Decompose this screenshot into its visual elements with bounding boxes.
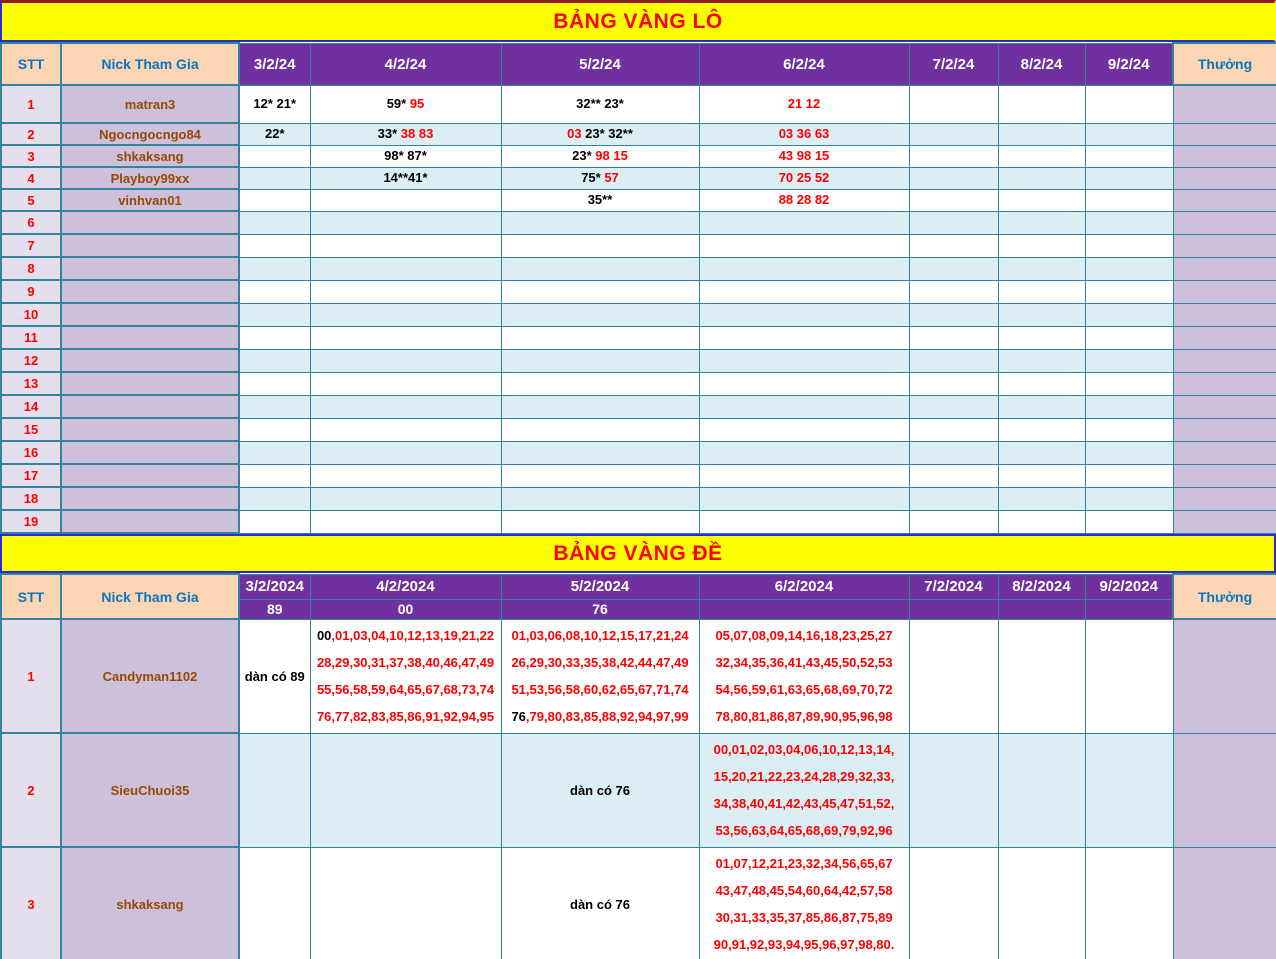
table-row (1, 418, 1276, 441)
cell-nick (61, 211, 239, 234)
cell-nick (61, 234, 239, 257)
cell-date (501, 303, 699, 326)
table2-title: BẢNG VÀNG ĐỀ (553, 541, 723, 565)
cell-date (239, 395, 310, 418)
cell-nick: Candyman1102 (61, 619, 239, 733)
cell-date (699, 418, 909, 441)
cell-date (998, 847, 1085, 959)
table2-title-bar (0, 534, 1276, 573)
cell-date (239, 257, 310, 280)
cell-stt: 7 (1, 234, 61, 257)
cell-date: 33* 38 83 (310, 123, 501, 145)
table-row (1, 303, 1276, 326)
cell-date (998, 123, 1085, 145)
cell-stt: 10 (1, 303, 61, 326)
cell-date (699, 395, 909, 418)
cell-date (239, 326, 310, 349)
cell-date: 01,03,06,08,10,12,15,17,21,24 26,29,30,33,35,38,42,44,47,49 51,53,56,58,60,62,65,67,71,74 76,79,80,83,85,88,92,94,97,99 (501, 619, 699, 733)
cell-date (998, 487, 1085, 510)
cell-date (998, 211, 1085, 234)
cell-date (1085, 372, 1173, 395)
cell-date (310, 487, 501, 510)
cell-date (909, 619, 998, 733)
cell-nick (61, 349, 239, 372)
cell-date (909, 280, 998, 303)
cell-date (310, 326, 501, 349)
cell-date (909, 441, 998, 464)
table-row (1, 441, 1276, 464)
cell-thuong (1173, 123, 1276, 145)
cell-stt: 2 (1, 733, 61, 847)
cell-date (699, 372, 909, 395)
table-row (1, 326, 1276, 349)
cell-date (501, 510, 699, 533)
cell-nick: shkaksang (61, 847, 239, 959)
cell-date (1085, 847, 1173, 959)
cell-date (310, 372, 501, 395)
column-header-date-5: 7/2/2024 (909, 574, 998, 599)
cell-nick (61, 326, 239, 349)
cell-date (699, 349, 909, 372)
cell-date (909, 395, 998, 418)
cell-date (501, 395, 699, 418)
cell-date: 03 23* 32** (501, 123, 699, 145)
cell-date (998, 257, 1085, 280)
cell-date: dàn có 76 (501, 847, 699, 959)
cell-date (699, 234, 909, 257)
cell-stt: 12 (1, 349, 61, 372)
cell-nick: matran3 (61, 85, 239, 123)
cell-stt: 6 (1, 211, 61, 234)
result-date-1: 89 (239, 599, 310, 619)
cell-date (909, 733, 998, 847)
table2-de (0, 573, 1276, 959)
cell-stt: 1 (1, 619, 61, 733)
table2-header-row (1, 574, 1276, 599)
cell-date (998, 167, 1085, 189)
cell-date (699, 326, 909, 349)
table1-title: BẢNG VÀNG LÔ (553, 9, 723, 33)
column-header-date-6: 8/2/24 (998, 43, 1085, 85)
cell-date (699, 280, 909, 303)
cell-date (909, 145, 998, 167)
cell-date (239, 211, 310, 234)
cell-date (501, 464, 699, 487)
cell-date (909, 167, 998, 189)
cell-thuong (1173, 234, 1276, 257)
cell-thuong (1173, 189, 1276, 211)
column-header-nick: Nick Tham Gia (61, 43, 239, 85)
column-header-thuong: Thưởng (1173, 574, 1276, 619)
cell-date (1085, 189, 1173, 211)
cell-date (909, 510, 998, 533)
cell-nick (61, 395, 239, 418)
cell-thuong (1173, 619, 1276, 733)
cell-date (239, 372, 310, 395)
cell-date (998, 441, 1085, 464)
cell-date (909, 487, 998, 510)
table-row (1, 733, 1276, 847)
cell-thuong (1173, 280, 1276, 303)
column-header-date-7: 9/2/2024 (1085, 574, 1173, 599)
cell-date (998, 349, 1085, 372)
table-row (1, 487, 1276, 510)
cell-date (1085, 464, 1173, 487)
column-header-date-2: 4/2/2024 (310, 574, 501, 599)
table-row (1, 510, 1276, 533)
cell-date (239, 418, 310, 441)
cell-stt: 4 (1, 167, 61, 189)
table-row (1, 372, 1276, 395)
result-date-3: 76 (501, 599, 699, 619)
cell-date (998, 372, 1085, 395)
cell-stt: 15 (1, 418, 61, 441)
column-header-date-4: 6/2/2024 (699, 574, 909, 599)
cell-nick (61, 487, 239, 510)
cell-date: 14**41* (310, 167, 501, 189)
cell-date (239, 733, 310, 847)
cell-date (909, 234, 998, 257)
cell-date: 43 98 15 (699, 145, 909, 167)
cell-date (909, 464, 998, 487)
result-date-4 (699, 599, 909, 619)
cell-date (998, 464, 1085, 487)
cell-date (998, 145, 1085, 167)
cell-date (909, 189, 998, 211)
cell-date (239, 464, 310, 487)
cell-thuong (1173, 349, 1276, 372)
cell-thuong (1173, 167, 1276, 189)
cell-thuong (1173, 85, 1276, 123)
cell-date: 12* 21* (239, 85, 310, 123)
cell-stt: 8 (1, 257, 61, 280)
column-header-date-1: 3/2/2024 (239, 574, 310, 599)
cell-date (909, 326, 998, 349)
table-row (1, 189, 1276, 211)
cell-date (909, 85, 998, 123)
cell-date (909, 123, 998, 145)
table-row (1, 123, 1276, 145)
cell-thuong (1173, 303, 1276, 326)
cell-date (1085, 395, 1173, 418)
cell-date (909, 303, 998, 326)
cell-stt: 11 (1, 326, 61, 349)
cell-date (310, 349, 501, 372)
cell-stt: 19 (1, 510, 61, 533)
cell-date (699, 303, 909, 326)
cell-date (239, 167, 310, 189)
cell-date (1085, 85, 1173, 123)
column-header-date-6: 8/2/2024 (998, 574, 1085, 599)
cell-date (310, 464, 501, 487)
cell-date: 59* 95 (310, 85, 501, 123)
cell-date: 88 28 82 (699, 189, 909, 211)
cell-date (998, 234, 1085, 257)
cell-stt: 3 (1, 847, 61, 959)
cell-nick: SieuChuoi35 (61, 733, 239, 847)
table-row (1, 349, 1276, 372)
cell-date: 01,07,12,21,23,32,34,56,65,67 43,47,48,45,54,60,64,42,57,58 30,31,33,35,37,85,86,87,75,89 90,91,92,93,94,95,96,97,98,80. (699, 847, 909, 959)
cell-date (310, 303, 501, 326)
cell-date (310, 847, 501, 959)
cell-thuong (1173, 418, 1276, 441)
cell-date (909, 257, 998, 280)
cell-date: 21 12 (699, 85, 909, 123)
cell-date (239, 280, 310, 303)
cell-date (501, 441, 699, 464)
table1-lo (0, 42, 1276, 534)
cell-date (1085, 441, 1173, 464)
cell-date (501, 326, 699, 349)
cell-date (909, 372, 998, 395)
cell-date (310, 418, 501, 441)
cell-date (501, 418, 699, 441)
cell-nick (61, 257, 239, 280)
table-row (1, 257, 1276, 280)
cell-stt: 14 (1, 395, 61, 418)
cell-date (998, 510, 1085, 533)
table-row (1, 234, 1276, 257)
cell-date (998, 280, 1085, 303)
table-row (1, 280, 1276, 303)
cell-nick (61, 372, 239, 395)
cell-date (1085, 211, 1173, 234)
table1-header-row (1, 43, 1276, 85)
table-row (1, 211, 1276, 234)
column-header-date-5: 7/2/24 (909, 43, 998, 85)
cell-date (1085, 326, 1173, 349)
column-header-date-4: 6/2/24 (699, 43, 909, 85)
cell-date (998, 326, 1085, 349)
cell-stt: 9 (1, 280, 61, 303)
cell-date (501, 257, 699, 280)
cell-stt: 17 (1, 464, 61, 487)
cell-date (699, 211, 909, 234)
cell-thuong (1173, 464, 1276, 487)
cell-date (239, 510, 310, 533)
cell-date (501, 234, 699, 257)
cell-date: 32** 23* (501, 85, 699, 123)
cell-thuong (1173, 145, 1276, 167)
cell-date (998, 619, 1085, 733)
cell-thuong (1173, 326, 1276, 349)
cell-stt: 2 (1, 123, 61, 145)
cell-stt: 16 (1, 441, 61, 464)
cell-date (699, 441, 909, 464)
cell-nick: vinhvan01 (61, 189, 239, 211)
cell-date (909, 418, 998, 441)
cell-date (1085, 619, 1173, 733)
cell-date (239, 487, 310, 510)
cell-date (1085, 145, 1173, 167)
table-row (1, 145, 1276, 167)
table-row (1, 167, 1276, 189)
cell-date (909, 847, 998, 959)
cell-nick: Ngocngocngo84 (61, 123, 239, 145)
table-row (1, 847, 1276, 959)
cell-date (239, 145, 310, 167)
cell-stt: 18 (1, 487, 61, 510)
cell-date: 23* 98 15 (501, 145, 699, 167)
cell-date (998, 733, 1085, 847)
cell-date (239, 847, 310, 959)
cell-thuong (1173, 441, 1276, 464)
result-date-7 (1085, 599, 1173, 619)
cell-thuong (1173, 733, 1276, 847)
cell-date (998, 85, 1085, 123)
table-row (1, 395, 1276, 418)
cell-date (699, 510, 909, 533)
cell-date: 00,01,02,03,04,06,10,12,13,14, 15,20,21,22,23,24,28,29,32,33, 34,38,40,41,42,43,45,47,51,52, 53,56,63,64,65,68,69,79,92,96 (699, 733, 909, 847)
cell-date (239, 303, 310, 326)
cell-date (1085, 349, 1173, 372)
cell-thuong (1173, 257, 1276, 280)
cell-date: 22* (239, 123, 310, 145)
cell-date (310, 234, 501, 257)
cell-date: 00,01,03,04,10,12,13,19,21,22 28,29,30,31,37,38,40,46,47,49 55,56,58,59,64,65,67,68,73,74 76,77,82,83,85,86,91,92,94,95 (310, 619, 501, 733)
cell-date (310, 441, 501, 464)
cell-thuong (1173, 510, 1276, 533)
table-row (1, 464, 1276, 487)
cell-nick (61, 280, 239, 303)
cell-thuong (1173, 211, 1276, 234)
cell-date (1085, 418, 1173, 441)
cell-nick (61, 510, 239, 533)
cell-nick (61, 441, 239, 464)
cell-thuong (1173, 395, 1276, 418)
cell-date (909, 349, 998, 372)
cell-date (1085, 303, 1173, 326)
cell-date (998, 303, 1085, 326)
column-header-date-3: 5/2/2024 (501, 574, 699, 599)
cell-date (310, 395, 501, 418)
column-header-date-2: 4/2/24 (310, 43, 501, 85)
cell-date (1085, 280, 1173, 303)
result-date-2: 00 (310, 599, 501, 619)
cell-thuong (1173, 847, 1276, 959)
cell-nick (61, 418, 239, 441)
cell-nick (61, 464, 239, 487)
cell-date (501, 349, 699, 372)
cell-date (501, 280, 699, 303)
cell-date (310, 733, 501, 847)
cell-date (501, 372, 699, 395)
cell-date (998, 418, 1085, 441)
cell-date (998, 189, 1085, 211)
cell-nick: shkaksang (61, 145, 239, 167)
cell-date (310, 510, 501, 533)
cell-date: 98* 87* (310, 145, 501, 167)
cell-date: 35** (501, 189, 699, 211)
cell-date: dàn có 76 (501, 733, 699, 847)
cell-stt: 3 (1, 145, 61, 167)
cell-date (909, 211, 998, 234)
cell-date (699, 487, 909, 510)
cell-date: 05,07,08,09,14,16,18,23,25,27 32,34,35,36,41,43,45,50,52,53 54,56,59,61,63,65,68,69,70,72 78,80,81,86,87,89,90,95,96,98 (699, 619, 909, 733)
cell-date (1085, 123, 1173, 145)
cell-date: dàn có 89 (239, 619, 310, 733)
cell-date (310, 211, 501, 234)
cell-thuong (1173, 487, 1276, 510)
table-row (1, 619, 1276, 733)
table1-title-bar (0, 0, 1276, 42)
result-date-6 (998, 599, 1085, 619)
cell-stt: 13 (1, 372, 61, 395)
cell-nick (61, 303, 239, 326)
cell-date (310, 189, 501, 211)
cell-nick: Playboy99xx (61, 167, 239, 189)
result-date-5 (909, 599, 998, 619)
cell-date: 03 36 63 (699, 123, 909, 145)
cell-date (1085, 234, 1173, 257)
table-row (1, 85, 1276, 123)
cell-date (239, 189, 310, 211)
cell-date (501, 211, 699, 234)
cell-date (998, 395, 1085, 418)
cell-date (1085, 257, 1173, 280)
cell-date (501, 487, 699, 510)
cell-date (1085, 510, 1173, 533)
column-header-thuong: Thưởng (1173, 43, 1276, 85)
cell-date (1085, 733, 1173, 847)
column-header-stt: STT (1, 574, 61, 619)
cell-date (699, 464, 909, 487)
cell-date: 70 25 52 (699, 167, 909, 189)
cell-date (239, 234, 310, 257)
cell-date (310, 280, 501, 303)
column-header-date-3: 5/2/24 (501, 43, 699, 85)
cell-stt: 5 (1, 189, 61, 211)
column-header-stt: STT (1, 43, 61, 85)
cell-date (1085, 167, 1173, 189)
cell-date (310, 257, 501, 280)
cell-date (239, 349, 310, 372)
column-header-date-1: 3/2/24 (239, 43, 310, 85)
cell-stt: 1 (1, 85, 61, 123)
cell-date (1085, 487, 1173, 510)
column-header-nick: Nick Tham Gia (61, 574, 239, 619)
cell-thuong (1173, 372, 1276, 395)
cell-date (239, 441, 310, 464)
cell-date (699, 257, 909, 280)
column-header-date-7: 9/2/24 (1085, 43, 1173, 85)
cell-date: 75* 57 (501, 167, 699, 189)
